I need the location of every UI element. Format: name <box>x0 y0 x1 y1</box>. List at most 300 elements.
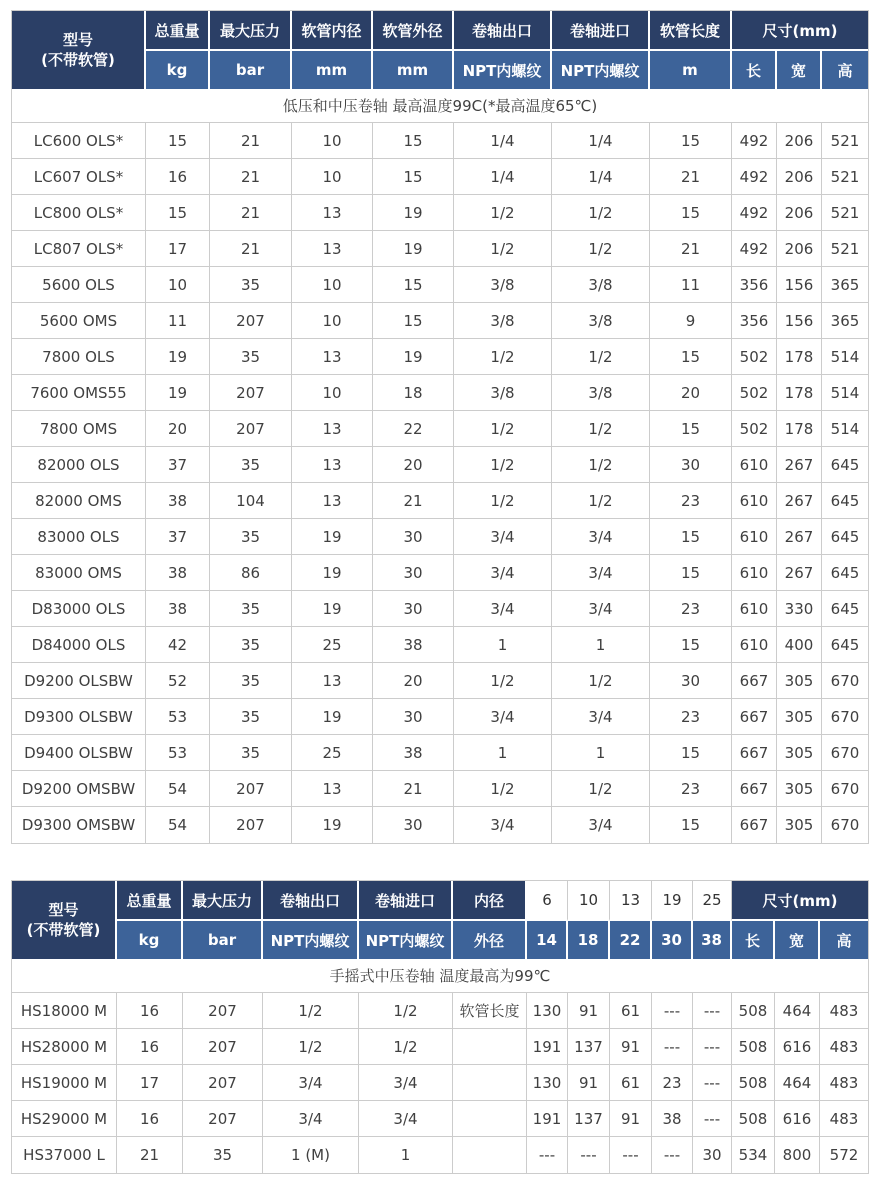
value-cell: 645 <box>822 555 868 591</box>
value-cell: 25 <box>292 627 373 663</box>
value-cell: 667 <box>732 663 777 699</box>
table1-section-title: 低压和中压卷轴 最高温度99C(*最高温度65℃) <box>12 89 868 123</box>
model-cell: 5600 OMS <box>12 303 146 339</box>
value-cell: 483 <box>820 1065 868 1101</box>
outer-diameter-30: 30 <box>652 921 693 959</box>
value-cell: 15 <box>650 519 732 555</box>
column-header-reel-inlet: 卷轴进口 <box>359 881 453 921</box>
value-cell: 91 <box>610 1029 652 1065</box>
value-cell: 30 <box>650 663 732 699</box>
value-cell: 610 <box>732 447 777 483</box>
value-cell: 206 <box>777 159 822 195</box>
value-cell: 35 <box>210 447 292 483</box>
table-row <box>12 411 868 447</box>
value-cell: 91 <box>568 1065 610 1101</box>
value-cell: 3/4 <box>454 591 552 627</box>
value-cell: 30 <box>373 807 454 843</box>
value-cell: 521 <box>822 159 868 195</box>
inner-diameter-19: 19 <box>652 881 693 921</box>
unit-width: 宽 <box>775 921 820 959</box>
model-cell: HS37000 L <box>12 1137 117 1173</box>
table-row <box>12 627 868 663</box>
value-cell: 1/2 <box>552 483 650 519</box>
value-cell: 19 <box>373 231 454 267</box>
table-row <box>12 447 868 483</box>
value-cell: 23 <box>650 699 732 735</box>
value-cell: 3/4 <box>454 807 552 843</box>
value-cell: 502 <box>732 339 777 375</box>
model-cell: 82000 OMS <box>12 483 146 519</box>
value-cell: 11 <box>650 267 732 303</box>
value-cell: --- <box>652 1137 693 1173</box>
value-cell: 13 <box>292 411 373 447</box>
value-cell: 178 <box>777 339 822 375</box>
table-row <box>12 303 868 339</box>
value-cell <box>453 1101 527 1137</box>
value-cell: 610 <box>732 627 777 663</box>
value-cell: 21 <box>210 231 292 267</box>
value-cell: --- <box>693 1101 732 1137</box>
unit-bar: bar <box>183 921 263 959</box>
low-medium-pressure-reel-table <box>11 10 869 844</box>
value-cell: 356 <box>732 303 777 339</box>
column-header-outer-diameter: 外径 <box>453 921 527 959</box>
value-cell: 15 <box>650 807 732 843</box>
value-cell: 91 <box>610 1101 652 1137</box>
value-cell: 9 <box>650 303 732 339</box>
value-cell: 191 <box>527 1029 568 1065</box>
value-cell: 35 <box>210 339 292 375</box>
value-cell: 21 <box>210 159 292 195</box>
value-cell: 15 <box>373 159 454 195</box>
model-cell: 82000 OLS <box>12 447 146 483</box>
table1-body <box>12 123 868 843</box>
value-cell: 508 <box>732 1101 775 1137</box>
inner-diameter-13: 13 <box>610 881 652 921</box>
value-cell: --- <box>568 1137 610 1173</box>
value-cell: 11 <box>146 303 210 339</box>
value-cell: 1/2 <box>552 195 650 231</box>
value-cell: 35 <box>210 591 292 627</box>
value-cell: 37 <box>146 447 210 483</box>
table-row <box>12 231 868 267</box>
table-row <box>12 735 868 771</box>
column-header-dimensions: 尺寸(mm) <box>732 881 868 921</box>
value-cell: 610 <box>732 519 777 555</box>
value-cell: 3/4 <box>263 1101 359 1137</box>
value-cell: 104 <box>210 483 292 519</box>
value-cell: 400 <box>777 627 822 663</box>
value-cell: --- <box>652 1029 693 1065</box>
value-cell: 1/2 <box>263 1029 359 1065</box>
value-cell: 305 <box>777 699 822 735</box>
model-cell: D9200 OMSBW <box>12 771 146 807</box>
model-cell: D83000 OLS <box>12 591 146 627</box>
value-cell: 508 <box>732 1029 775 1065</box>
value-cell: 3/8 <box>552 267 650 303</box>
table-row <box>12 375 868 411</box>
value-cell: 19 <box>373 339 454 375</box>
value-cell: 13 <box>292 483 373 519</box>
table-row <box>12 195 868 231</box>
column-header-inner-diameter: 内径 <box>453 881 527 921</box>
unit-npt-inlet: NPT内螺纹 <box>552 51 650 89</box>
value-cell: 21 <box>373 771 454 807</box>
value-cell: 464 <box>775 993 820 1029</box>
table2-body <box>12 993 868 1173</box>
outer-diameter-14: 14 <box>527 921 568 959</box>
value-cell: 16 <box>117 1029 183 1065</box>
value-cell: 3/8 <box>552 303 650 339</box>
value-cell: 616 <box>775 1101 820 1137</box>
model-cell: D9200 OLSBW <box>12 663 146 699</box>
value-cell: 206 <box>777 123 822 159</box>
value-cell: 156 <box>777 303 822 339</box>
table-row <box>12 771 868 807</box>
value-cell: 38 <box>373 735 454 771</box>
value-cell: 13 <box>292 339 373 375</box>
value-cell: 1/2 <box>552 663 650 699</box>
model-cell: HS18000 M <box>12 993 117 1029</box>
value-cell: 610 <box>732 555 777 591</box>
value-cell: 1 <box>359 1137 453 1173</box>
model-cell: HS29000 M <box>12 1101 117 1137</box>
value-cell: 30 <box>373 555 454 591</box>
column-header-total-weight: 总重量 <box>146 11 210 51</box>
unit-npt-outlet: NPT内螺纹 <box>454 51 552 89</box>
model-header-line2: (不带软管) <box>26 921 101 939</box>
table-section-title-row <box>12 959 868 993</box>
value-cell: 645 <box>822 627 868 663</box>
value-cell: 508 <box>732 993 775 1029</box>
value-cell: 16 <box>146 159 210 195</box>
model-cell: LC807 OLS* <box>12 231 146 267</box>
model-header-line1: 型号 <box>48 900 79 919</box>
value-cell: 35 <box>183 1137 263 1173</box>
unit-length: 长 <box>732 51 777 89</box>
value-cell: 156 <box>777 267 822 303</box>
value-cell: 492 <box>732 159 777 195</box>
value-cell: 20 <box>373 663 454 699</box>
value-cell: 3/8 <box>552 375 650 411</box>
unit-bar: bar <box>210 51 292 89</box>
value-cell: 21 <box>210 123 292 159</box>
value-cell: 514 <box>822 339 868 375</box>
value-cell: 15 <box>650 555 732 591</box>
value-cell: 514 <box>822 411 868 447</box>
value-cell: 483 <box>820 1101 868 1137</box>
value-cell <box>453 1137 527 1173</box>
column-header-hose-id: 软管内径 <box>292 11 373 51</box>
model-cell: LC600 OLS* <box>12 123 146 159</box>
model-cell: 5600 OLS <box>12 267 146 303</box>
value-cell: --- <box>693 1065 732 1101</box>
value-cell: 1/2 <box>454 411 552 447</box>
value-cell: 19 <box>292 699 373 735</box>
value-cell: 137 <box>568 1029 610 1065</box>
value-cell: 1/2 <box>454 231 552 267</box>
value-cell: 3/4 <box>454 555 552 591</box>
column-header-reel-outlet: 卷轴出口 <box>263 881 359 921</box>
value-cell: 670 <box>822 735 868 771</box>
value-cell: 206 <box>777 195 822 231</box>
value-cell: 30 <box>693 1137 732 1173</box>
value-cell: 1/2 <box>552 447 650 483</box>
value-cell: 15 <box>373 303 454 339</box>
value-cell: 10 <box>292 123 373 159</box>
value-cell: 15 <box>373 123 454 159</box>
table-row <box>12 1137 868 1173</box>
model-cell: LC607 OLS* <box>12 159 146 195</box>
outer-diameter-38: 38 <box>693 921 732 959</box>
value-cell: 21 <box>650 159 732 195</box>
value-cell: 16 <box>117 1101 183 1137</box>
value-cell: 207 <box>183 1065 263 1101</box>
value-cell: 207 <box>183 1101 263 1137</box>
value-cell: 1/2 <box>263 993 359 1029</box>
value-cell: 52 <box>146 663 210 699</box>
unit-kg: kg <box>146 51 210 89</box>
value-cell <box>453 1029 527 1065</box>
value-cell: 267 <box>777 483 822 519</box>
value-cell: 23 <box>652 1065 693 1101</box>
table2-header <box>12 881 868 959</box>
value-cell: 15 <box>650 411 732 447</box>
value-cell: 30 <box>650 447 732 483</box>
value-cell: 35 <box>210 519 292 555</box>
column-header-hose-length: 软管长度 <box>650 11 732 51</box>
value-cell: 178 <box>777 375 822 411</box>
value-cell: 356 <box>732 267 777 303</box>
model-header-line1: 型号 <box>62 30 93 49</box>
value-cell: 19 <box>292 807 373 843</box>
value-cell: 514 <box>822 375 868 411</box>
value-cell: 10 <box>146 267 210 303</box>
table-row <box>12 993 868 1029</box>
value-cell: 15 <box>650 627 732 663</box>
value-cell: 667 <box>732 807 777 843</box>
model-cell: 83000 OMS <box>12 555 146 591</box>
value-cell: 38 <box>146 591 210 627</box>
column-header-total-weight: 总重量 <box>117 881 183 921</box>
value-cell: 492 <box>732 231 777 267</box>
value-cell: 645 <box>822 591 868 627</box>
table-row <box>12 807 868 843</box>
table-row <box>12 1101 868 1137</box>
value-cell: 30 <box>373 591 454 627</box>
value-cell: 1/2 <box>552 231 650 267</box>
value-cell: 19 <box>292 555 373 591</box>
value-cell: 38 <box>146 483 210 519</box>
value-cell: 3/4 <box>454 519 552 555</box>
value-cell: 670 <box>822 807 868 843</box>
value-cell: --- <box>527 1137 568 1173</box>
value-cell: 3/4 <box>454 699 552 735</box>
value-cell: 54 <box>146 771 210 807</box>
value-cell: 54 <box>146 807 210 843</box>
value-cell: 502 <box>732 411 777 447</box>
unit-kg: kg <box>117 921 183 959</box>
unit-mm-id: mm <box>292 51 373 89</box>
value-cell: 23 <box>650 771 732 807</box>
table-row <box>12 267 868 303</box>
value-cell: 软管长度 <box>453 993 527 1029</box>
value-cell: 15 <box>146 123 210 159</box>
hand-crank-reel-table <box>11 880 869 1174</box>
value-cell: 15 <box>650 735 732 771</box>
table-row <box>12 519 868 555</box>
value-cell: 667 <box>732 735 777 771</box>
value-cell: 61 <box>610 1065 652 1101</box>
value-cell: 521 <box>822 123 868 159</box>
table1-header <box>12 11 868 89</box>
value-cell <box>453 1065 527 1101</box>
value-cell: 21 <box>210 195 292 231</box>
table-row <box>12 339 868 375</box>
value-cell: 1/2 <box>359 993 453 1029</box>
value-cell: 3/4 <box>359 1101 453 1137</box>
value-cell: 3/8 <box>454 267 552 303</box>
column-header-dimensions: 尺寸(mm) <box>732 11 868 51</box>
value-cell: 1 <box>552 627 650 663</box>
value-cell: 38 <box>652 1101 693 1137</box>
value-cell: 1/4 <box>454 123 552 159</box>
value-cell: 207 <box>210 807 292 843</box>
value-cell: 305 <box>777 807 822 843</box>
table-row <box>12 555 868 591</box>
value-cell: 10 <box>292 159 373 195</box>
value-cell: 3/8 <box>454 303 552 339</box>
model-header-line2: (不带软管) <box>41 51 115 69</box>
value-cell: 521 <box>822 195 868 231</box>
column-header-model <box>12 881 117 959</box>
value-cell: 645 <box>822 447 868 483</box>
value-cell: 1/2 <box>454 663 552 699</box>
column-header-model <box>12 11 146 89</box>
value-cell: 207 <box>210 411 292 447</box>
value-cell: --- <box>652 993 693 1029</box>
column-header-max-pressure: 最大压力 <box>210 11 292 51</box>
value-cell: 483 <box>820 993 868 1029</box>
value-cell: 13 <box>292 771 373 807</box>
model-cell: HS28000 M <box>12 1029 117 1065</box>
value-cell: 19 <box>292 591 373 627</box>
table-row <box>12 1065 868 1101</box>
value-cell: 20 <box>373 447 454 483</box>
inner-diameter-10: 10 <box>568 881 610 921</box>
model-cell: 7800 OMS <box>12 411 146 447</box>
value-cell: 667 <box>732 771 777 807</box>
value-cell: 35 <box>210 267 292 303</box>
unit-npt-outlet: NPT内螺纹 <box>263 921 359 959</box>
value-cell: 645 <box>822 519 868 555</box>
table-row <box>12 663 868 699</box>
column-header-reel-outlet: 卷轴出口 <box>454 11 552 51</box>
value-cell: 1/2 <box>552 411 650 447</box>
unit-height: 高 <box>822 51 868 89</box>
value-cell: 21 <box>373 483 454 519</box>
value-cell: 15 <box>650 123 732 159</box>
value-cell: 267 <box>777 447 822 483</box>
value-cell: 610 <box>732 591 777 627</box>
value-cell: 61 <box>610 993 652 1029</box>
value-cell: 42 <box>146 627 210 663</box>
unit-width: 宽 <box>777 51 822 89</box>
model-cell: 7800 OLS <box>12 339 146 375</box>
value-cell: 305 <box>777 663 822 699</box>
value-cell: 19 <box>373 195 454 231</box>
value-cell: 1/4 <box>454 159 552 195</box>
value-cell: --- <box>610 1137 652 1173</box>
value-cell: 23 <box>650 483 732 519</box>
value-cell: 1/2 <box>454 447 552 483</box>
value-cell: 616 <box>775 1029 820 1065</box>
value-cell: 670 <box>822 771 868 807</box>
value-cell: 502 <box>732 375 777 411</box>
value-cell: 365 <box>822 267 868 303</box>
value-cell: 30 <box>373 519 454 555</box>
value-cell: 130 <box>527 993 568 1029</box>
value-cell: 19 <box>146 375 210 411</box>
value-cell: 53 <box>146 699 210 735</box>
value-cell: 267 <box>777 519 822 555</box>
model-cell: 7600 OMS55 <box>12 375 146 411</box>
value-cell: 572 <box>820 1137 868 1173</box>
value-cell: 3/4 <box>552 519 650 555</box>
model-cell: D9300 OMSBW <box>12 807 146 843</box>
value-cell: 21 <box>117 1137 183 1173</box>
table-row <box>12 591 868 627</box>
value-cell: 3/4 <box>359 1065 453 1101</box>
value-cell: 15 <box>146 195 210 231</box>
value-cell: 15 <box>650 339 732 375</box>
value-cell: 1 <box>454 735 552 771</box>
value-cell: 1/2 <box>454 339 552 375</box>
value-cell: 30 <box>373 699 454 735</box>
value-cell: 483 <box>820 1029 868 1065</box>
column-header-reel-inlet: 卷轴进口 <box>552 11 650 51</box>
column-header-max-pressure: 最大压力 <box>183 881 263 921</box>
table-row <box>12 483 868 519</box>
value-cell: 19 <box>292 519 373 555</box>
value-cell: 670 <box>822 663 868 699</box>
value-cell: 191 <box>527 1101 568 1137</box>
value-cell: 137 <box>568 1101 610 1137</box>
unit-npt-inlet: NPT内螺纹 <box>359 921 453 959</box>
column-header-hose-od: 软管外径 <box>373 11 454 51</box>
value-cell: 365 <box>822 303 868 339</box>
value-cell: 1/4 <box>552 159 650 195</box>
value-cell: 37 <box>146 519 210 555</box>
value-cell: 1/2 <box>359 1029 453 1065</box>
value-cell: 207 <box>183 1029 263 1065</box>
value-cell: 3/4 <box>552 591 650 627</box>
table-row <box>12 1029 868 1065</box>
value-cell: 178 <box>777 411 822 447</box>
value-cell: 86 <box>210 555 292 591</box>
value-cell: 13 <box>292 447 373 483</box>
value-cell: 267 <box>777 555 822 591</box>
value-cell: 20 <box>146 411 210 447</box>
value-cell: 16 <box>117 993 183 1029</box>
value-cell: 18 <box>373 375 454 411</box>
value-cell: 1/2 <box>552 339 650 375</box>
value-cell: 667 <box>732 699 777 735</box>
value-cell: 10 <box>292 267 373 303</box>
value-cell: 1/2 <box>454 195 552 231</box>
value-cell: 22 <box>373 411 454 447</box>
value-cell: 534 <box>732 1137 775 1173</box>
